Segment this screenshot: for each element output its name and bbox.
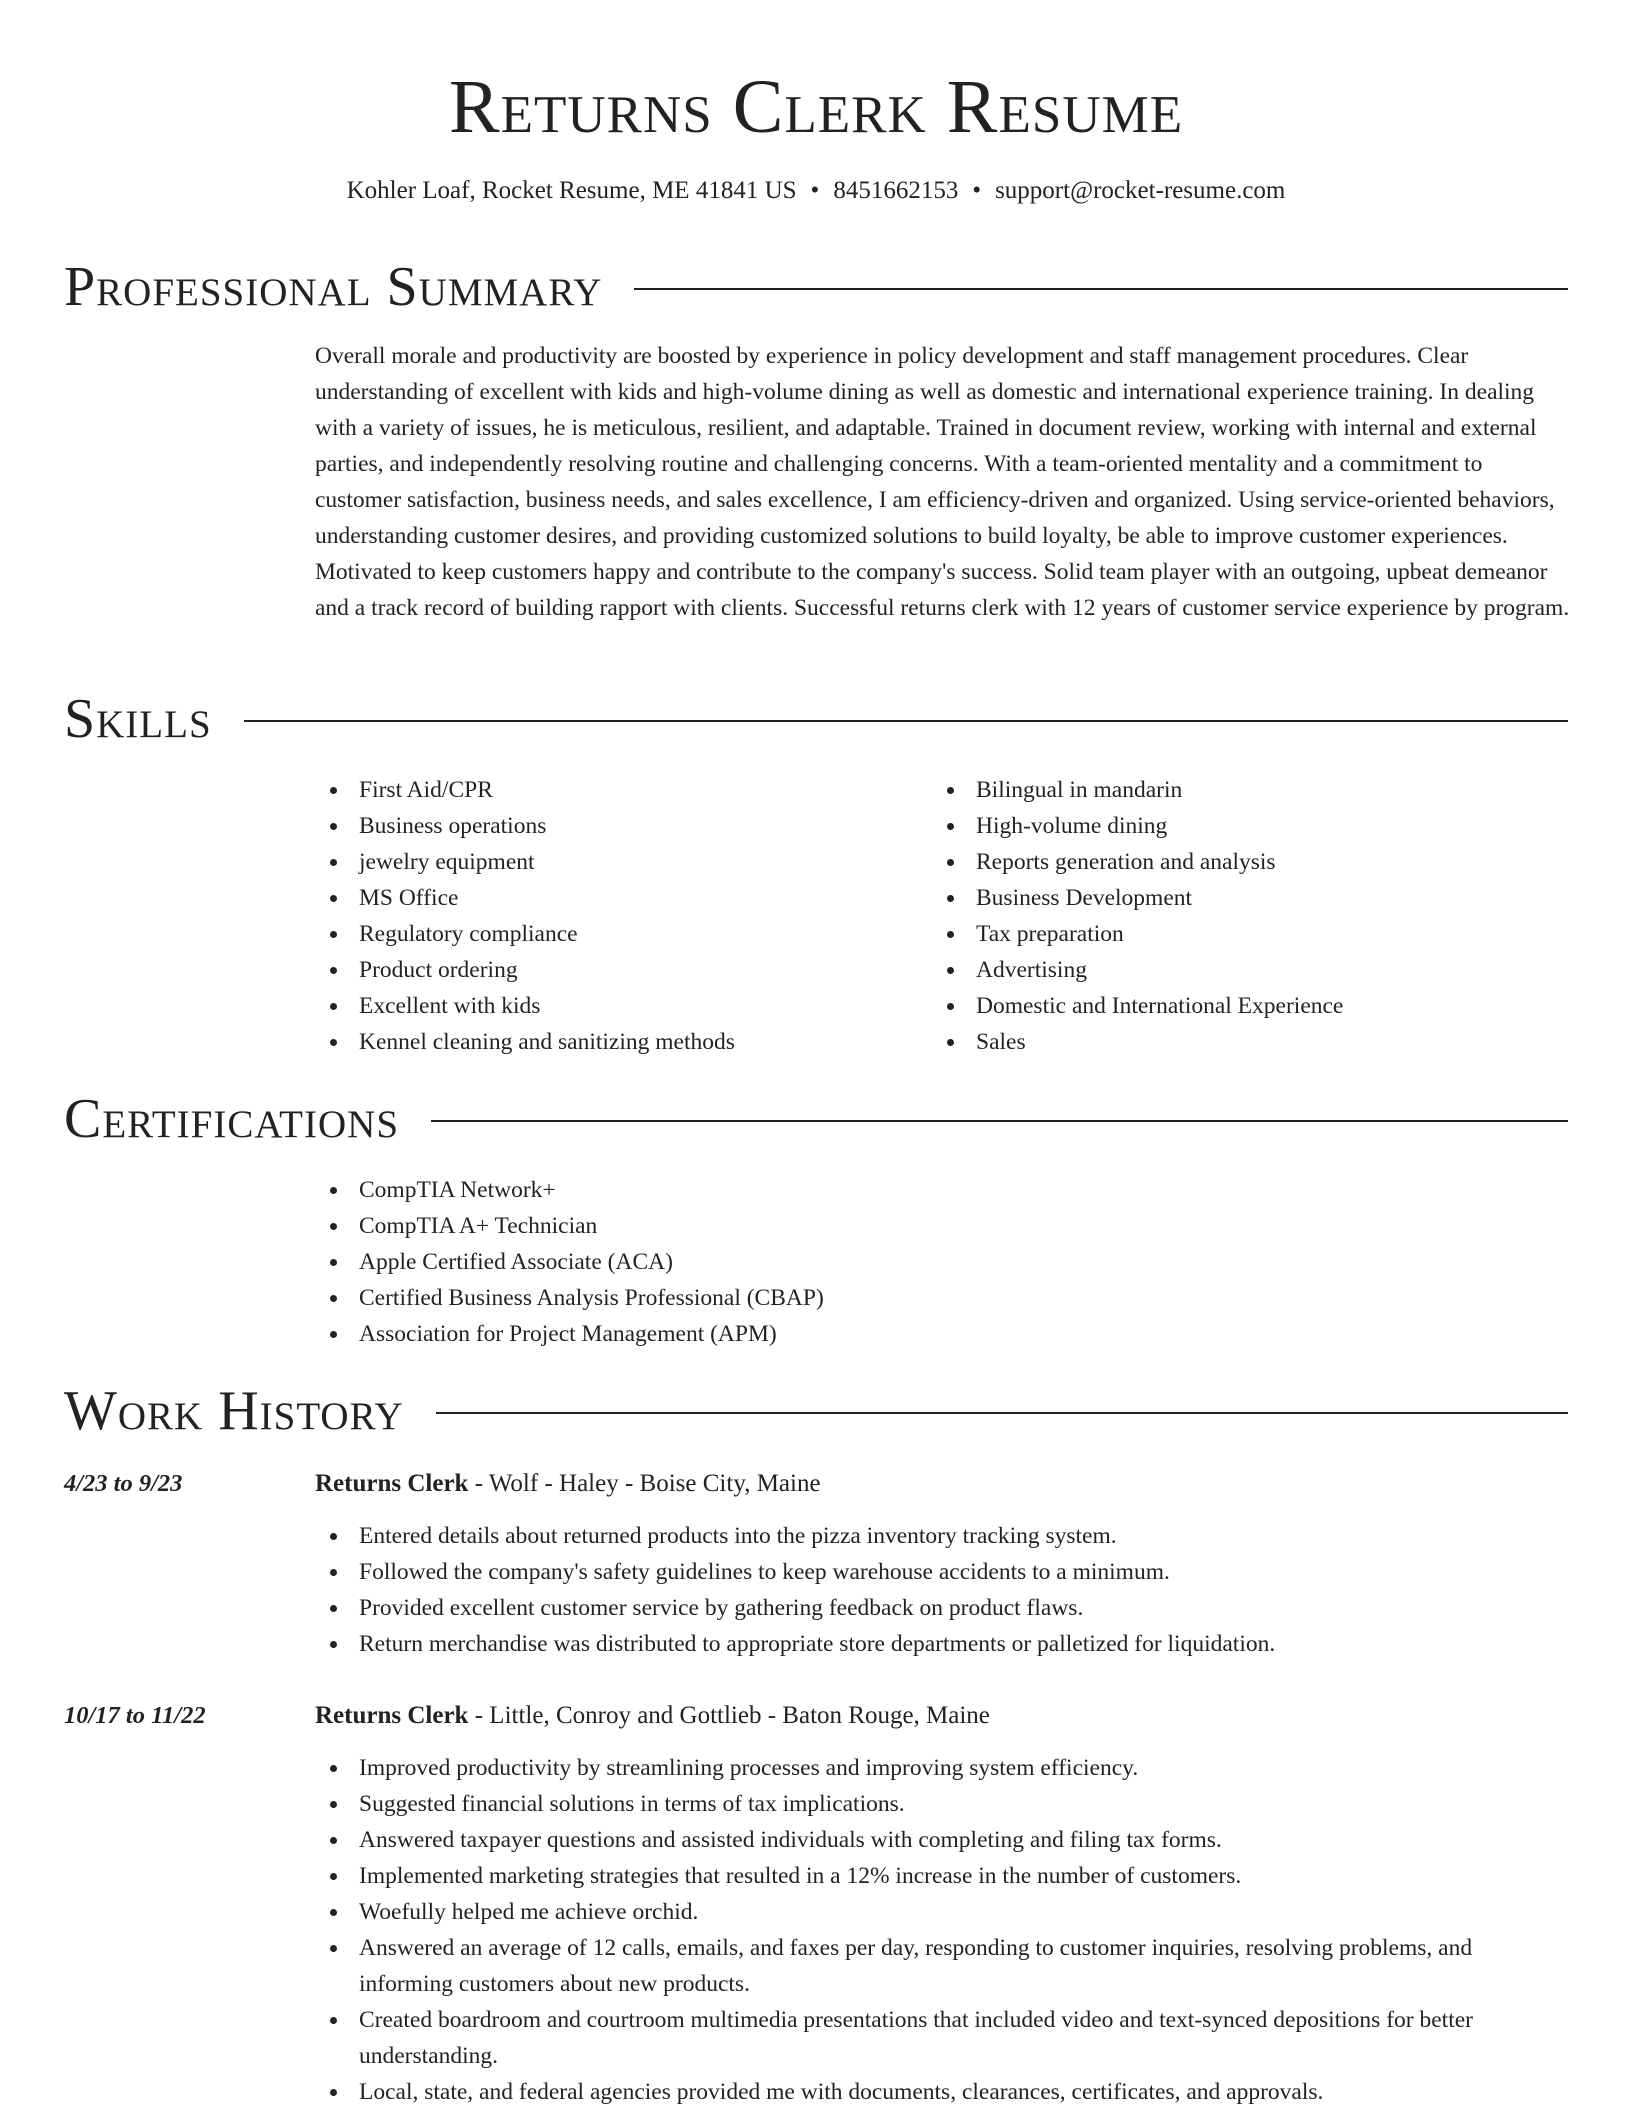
- job-employer: - Wolf - Haley - Boise City, Maine: [468, 1470, 821, 1497]
- job-dates: 10/17 to 11/22: [64, 1702, 206, 1729]
- summary-section-title: Professional Summary: [64, 256, 603, 318]
- certification-item: Association for Project Management (APM): [315, 1316, 824, 1352]
- job-duty: Followed the company's safety guidelines to keep warehouse accidents to a minimum.: [315, 1554, 1570, 1590]
- section-divider: [431, 1120, 1568, 1122]
- resume-title: Returns Clerk Resume: [448, 65, 1184, 149]
- certifications-section-title: Certifications: [64, 1088, 400, 1150]
- job-duty: Entered details about returned products into the pizza inventory tracking system.: [315, 1518, 1570, 1554]
- job-title: Returns Clerk: [315, 1470, 469, 1497]
- job-duties-list: [315, 1750, 1570, 2110]
- skill-item: Product ordering: [315, 952, 735, 988]
- skills-section-header: [64, 684, 1568, 754]
- skill-item: Business operations: [315, 808, 735, 844]
- certification-item: Apple Certified Associate (ACA): [315, 1244, 824, 1280]
- certifications-section-header: [64, 1084, 1568, 1154]
- contact-separator: •: [810, 177, 820, 204]
- skill-item: Business Development: [932, 880, 1343, 916]
- job-duty: Answered an average of 12 calls, emails, and faxes per day, responding to customer inquiries, resolving problems, and informing customers about new products.: [315, 1930, 1570, 2002]
- job-duties-list: [315, 1518, 1570, 1662]
- work-section-header: [64, 1376, 1568, 1446]
- job-header: [315, 1466, 821, 1502]
- skill-item: Reports generation and analysis: [932, 844, 1343, 880]
- skill-item: Domestic and International Experience: [932, 988, 1343, 1024]
- section-divider: [634, 288, 1568, 290]
- contact-email: support@rocket-resume.com: [995, 177, 1286, 204]
- job-employer: - Little, Conroy and Gottlieb - Baton Rouge, Maine: [468, 1702, 990, 1729]
- certification-item: CompTIA Network+: [315, 1172, 824, 1208]
- skill-item: MS Office: [315, 880, 735, 916]
- skill-item: Regulatory compliance: [315, 916, 735, 952]
- skill-item: High-volume dining: [932, 808, 1343, 844]
- job-title: Returns Clerk: [315, 1702, 469, 1729]
- job-duty: Local, state, and federal agencies provided me with documents, clearances, certificates, and approvals.: [315, 2074, 1570, 2110]
- certifications-list: [315, 1172, 824, 1352]
- job-duty: Implemented marketing strategies that resulted in a 12% increase in the number of customers.: [315, 1858, 1570, 1894]
- job-duty: Answered taxpayer questions and assisted individuals with completing and filing tax forms.: [315, 1822, 1570, 1858]
- skill-item: First Aid/CPR: [315, 772, 735, 808]
- skill-item: jewelry equipment: [315, 844, 735, 880]
- job-duty: Provided excellent customer service by gathering feedback on product flaws.: [315, 1590, 1570, 1626]
- work-section-title: Work History: [64, 1380, 404, 1442]
- job-duty: Created boardroom and courtroom multimedia presentations that included video and text-synced depositions for better understanding.: [315, 2002, 1570, 2074]
- skills-section-title: Skills: [64, 688, 212, 750]
- contact-separator: •: [972, 177, 982, 204]
- contact-line: [0, 174, 1632, 208]
- job-duty: Woefully helped me achieve orchid.: [315, 1894, 1570, 1930]
- skill-item: Tax preparation: [932, 916, 1343, 952]
- job-duty: Suggested financial solutions in terms of tax implications.: [315, 1786, 1570, 1822]
- certification-item: CompTIA A+ Technician: [315, 1208, 824, 1244]
- job-duty: Return merchandise was distributed to appropriate store departments or palletized for liquidation.: [315, 1626, 1570, 1662]
- section-divider: [436, 1412, 1568, 1414]
- skill-item: Sales: [932, 1024, 1343, 1060]
- skills-list-left: [315, 772, 735, 1060]
- skill-item: Bilingual in mandarin: [932, 772, 1343, 808]
- summary-text: Overall morale and productivity are boosted by experience in policy development and staff management procedures. Clear understanding of excellent with kids and high-volume dining as well as domestic and international experience training. In dealing with a variety of issues, he is meticulous, resilient, and adaptable. Trained in document review, working with internal and external parties, and independently resolving routine and challenging concerns. With a team-oriented mentality and a commitment to customer satisfaction, business needs, and sales excellence, I am efficiency-driven and organized. Using service-oriented behaviors, understanding customer desires, and providing customized solutions to build loyalty, be able to improve customer experiences. Motivated to keep customers happy and contribute to the company's success. Solid team player with an outgoing, upbeat demeanor and a track record of building rapport with clients. Successful returns clerk with 12 years of customer service experience by program.: [315, 343, 1570, 621]
- skill-item: Excellent with kids: [315, 988, 735, 1024]
- skills-list-right: [932, 772, 1343, 1060]
- job-header: [315, 1698, 990, 1734]
- certification-item: Certified Business Analysis Professional (CBAP): [315, 1280, 824, 1316]
- contact-address: Kohler Loaf, Rocket Resume, ME 41841 US: [346, 177, 797, 204]
- job-dates: 4/23 to 9/23: [64, 1470, 183, 1497]
- summary-section-header: [64, 252, 1568, 322]
- contact-phone: 8451662153: [833, 177, 959, 204]
- section-divider: [244, 720, 1568, 722]
- skill-item: Kennel cleaning and sanitizing methods: [315, 1024, 735, 1060]
- skill-item: Advertising: [932, 952, 1343, 988]
- job-duty: Improved productivity by streamlining processes and improving system efficiency.: [315, 1750, 1570, 1786]
